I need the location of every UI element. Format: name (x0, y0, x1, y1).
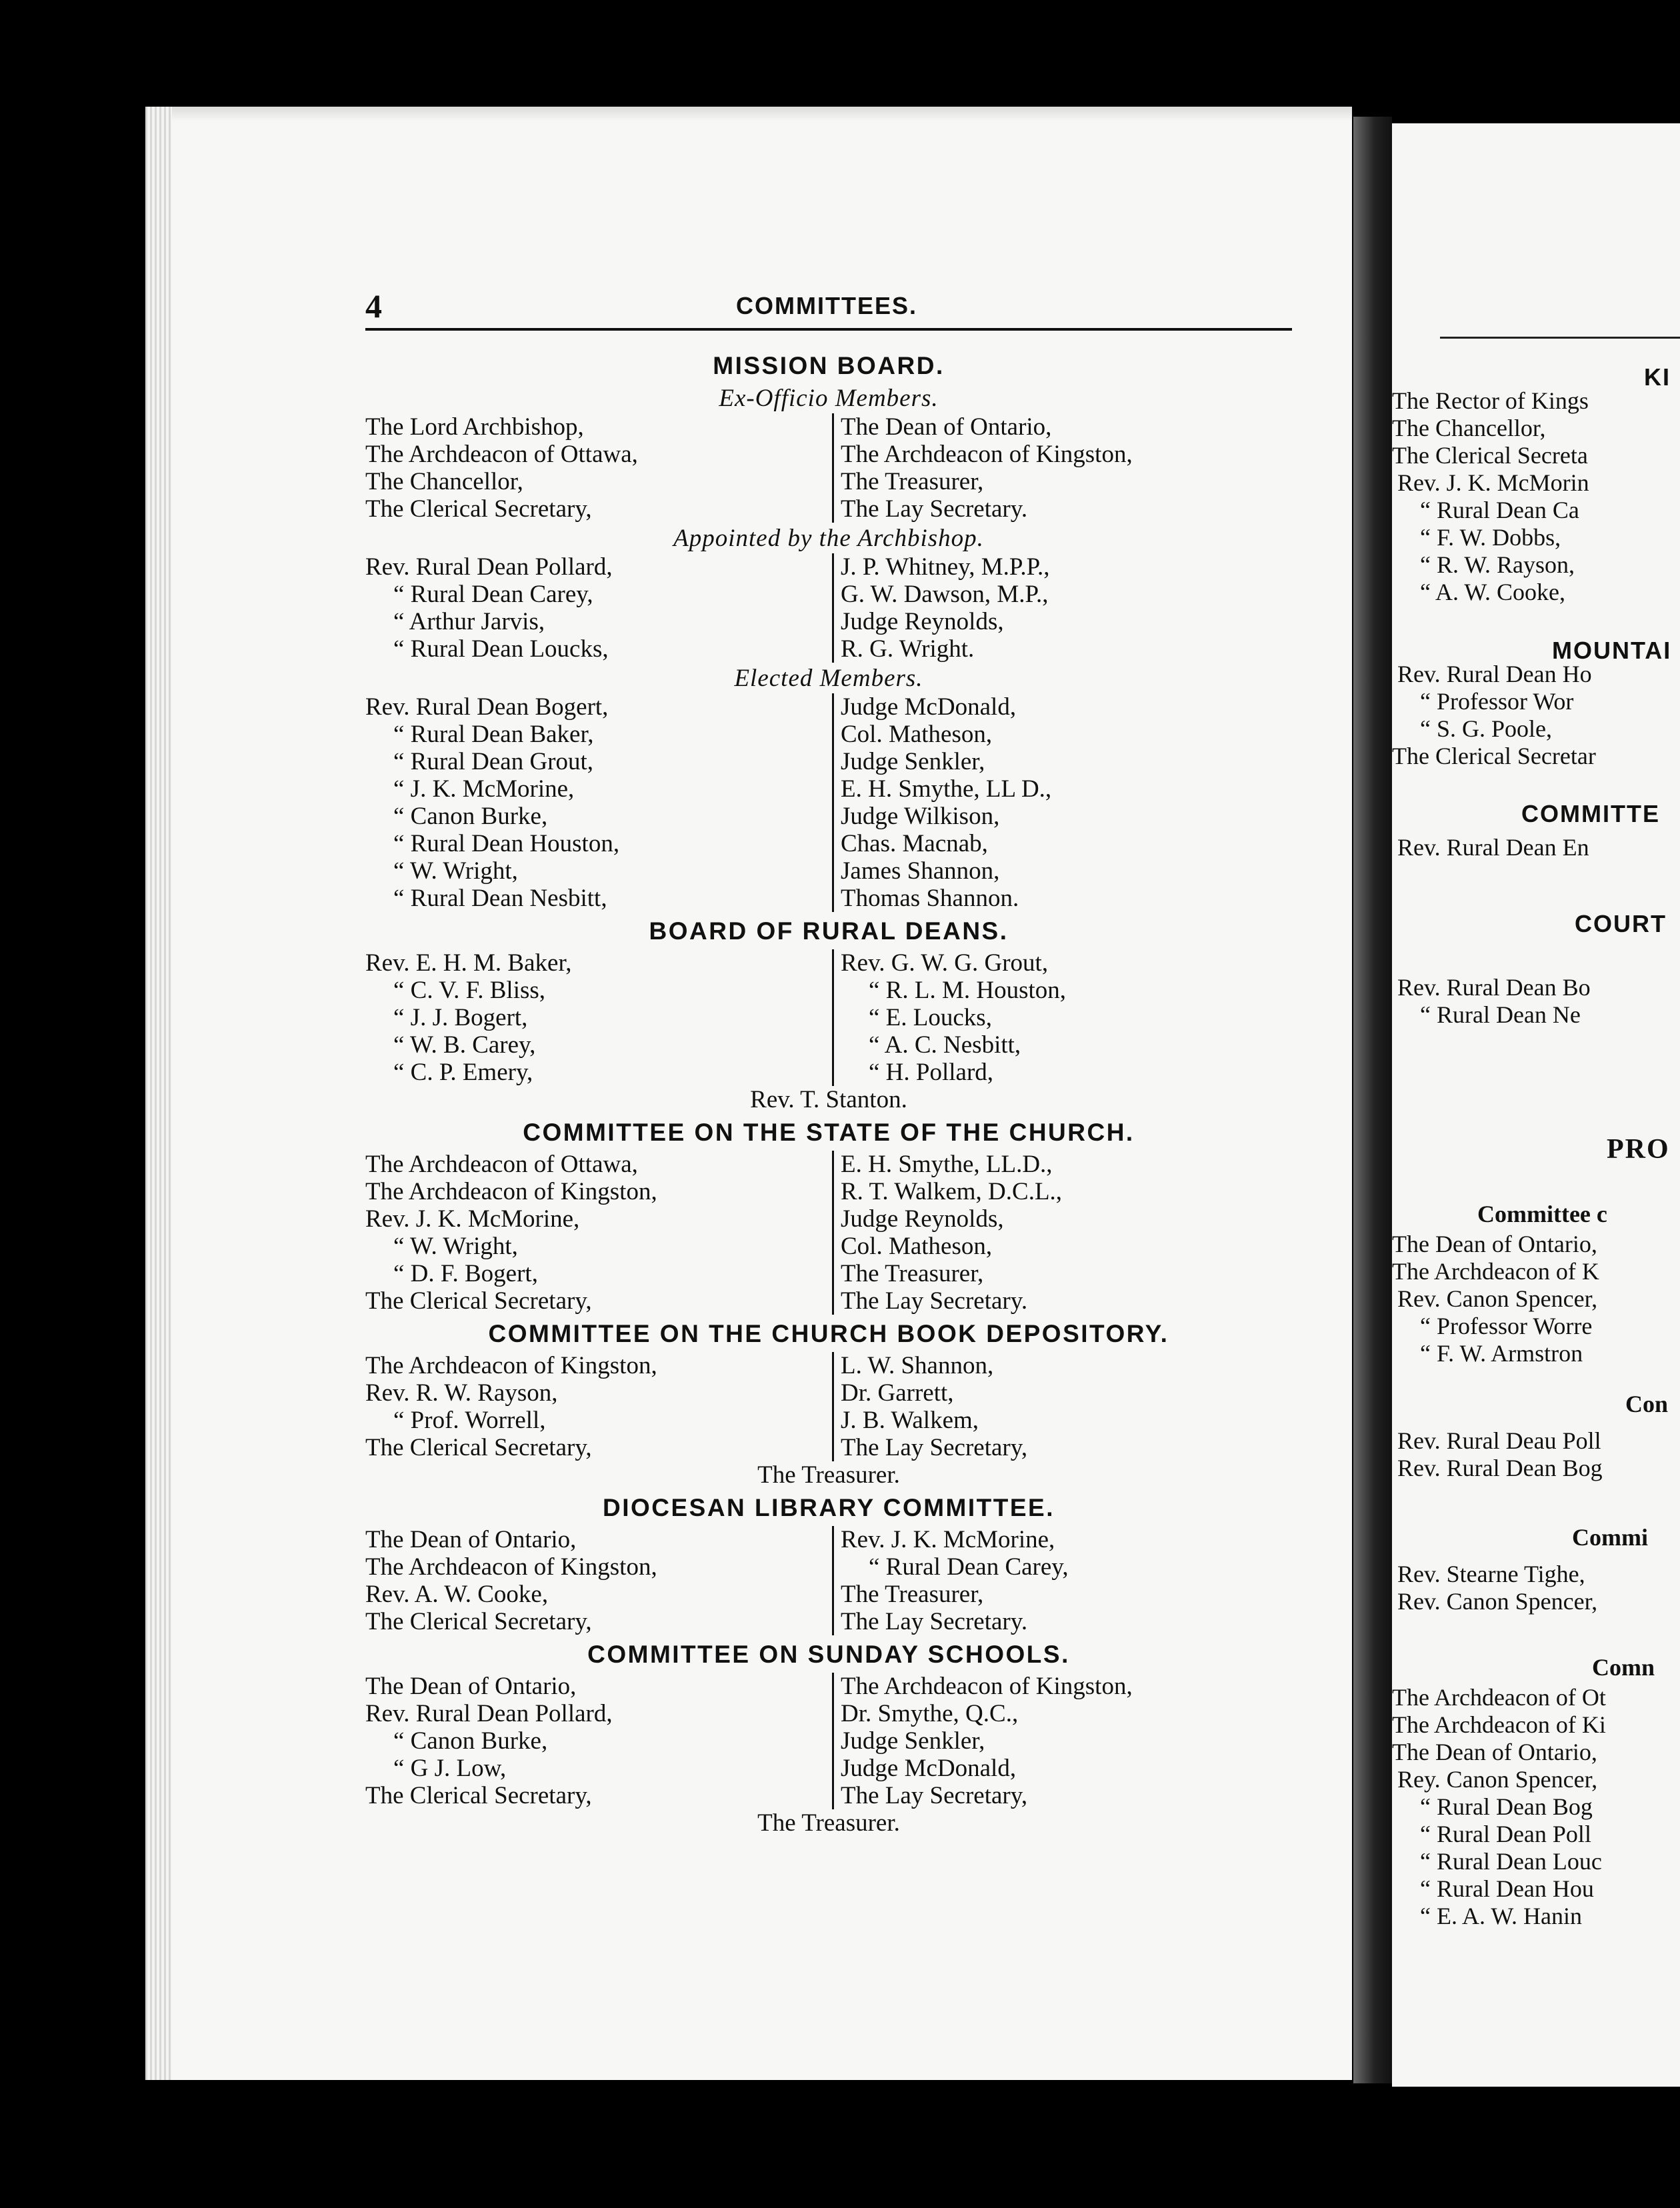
left-column (365, 1151, 832, 1315)
right-page-line: “ Rural Dean Bog (1420, 1793, 1593, 1820)
section-state-of-church (365, 1116, 1292, 1315)
right-page-line: Rev. Rural Deau Poll (1397, 1427, 1601, 1454)
member-entry: James Shannon, (841, 857, 1000, 885)
right-column (832, 1526, 1292, 1635)
two-column-list (365, 1151, 1292, 1315)
section-library (365, 1491, 1292, 1635)
right-page-line: “ Rural Dean Poll (1420, 1821, 1591, 1847)
member-entry: “ J. K. McMorine, (393, 775, 575, 803)
member-entry: The Archdeacon of Ottawa, (365, 1151, 638, 1178)
right-header-rule (1440, 337, 1680, 339)
right-page-line: “ A. W. Cooke, (1420, 579, 1566, 605)
member-entry: L. W. Shannon, (841, 1352, 994, 1379)
right-page-line: The Rector of Kings (1392, 387, 1589, 414)
page-number: 4 (365, 287, 382, 325)
member-entry: The Lay Secretary. (841, 1287, 1028, 1315)
subsection-title: Appointed by the Archbishop. (673, 525, 984, 552)
right-page-line: The Chancellor, (1392, 415, 1546, 441)
right-column (832, 1352, 1292, 1461)
member-entry: Rev. Rural Dean Pollard, (365, 1700, 613, 1727)
right-heading: Con (1625, 1391, 1669, 1417)
member-entry: J. P. Whitney, M.P.P., (841, 553, 1050, 581)
left-column (365, 1526, 832, 1635)
member-entry: The Dean of Ontario, (365, 1673, 577, 1700)
book-gutter (1353, 117, 1392, 2083)
member-entry: The Lay Secretary. (841, 1608, 1028, 1635)
member-entry: “ Rural Dean Carey, (869, 1553, 1069, 1581)
right-page-line: “ Rural Dean Hou (1420, 1875, 1594, 1902)
member-entry: The Archdeacon of Kingston, (365, 1178, 657, 1205)
member-entry: The Treasurer, (841, 1581, 984, 1608)
member-entry: G. W. Dawson, M.P., (841, 581, 1049, 608)
right-column (832, 949, 1292, 1086)
right-page-line: “ Professor Worre (1420, 1313, 1593, 1339)
member-entry: Col. Matheson, (841, 1233, 993, 1260)
member-entry: The Clerical Secretary, (365, 1287, 592, 1315)
right-page-line: The Archdeacon of Ki (1392, 1711, 1606, 1738)
section-rural-deans (365, 915, 1292, 1113)
right-page-line: “ E. A. W. Hanin (1420, 1903, 1582, 1929)
two-column-list (365, 949, 1292, 1086)
member-entry: The Lord Archbishop, (365, 413, 584, 441)
member-entry: “ A. C. Nesbitt, (869, 1031, 1021, 1059)
member-entry: The Lay Secretary, (841, 1434, 1028, 1461)
right-page-line: The Archdeacon of K (1392, 1258, 1599, 1285)
member-entry: “ Rural Dean Baker, (393, 721, 594, 748)
member-entry: “ Canon Burke, (393, 803, 548, 830)
member-entry: The Archdeacon of Kingston, (365, 1352, 657, 1379)
right-page-line: “ R. W. Rayson, (1420, 551, 1575, 578)
right-heading: Comn (1592, 1654, 1655, 1681)
section-book-depository (365, 1317, 1292, 1489)
member-entry: “ Rural Dean Houston, (393, 830, 620, 857)
left-column (365, 1352, 832, 1461)
right-page-line: The Dean of Ontario, (1392, 1739, 1597, 1765)
left-column (365, 693, 832, 912)
member-entry: The Clerical Secretary, (365, 1434, 592, 1461)
left-column (365, 1673, 832, 1809)
member-entry: Judge McDonald, (841, 1755, 1017, 1782)
section-title: COMMITTEE ON THE CHURCH BOOK DEPOSITORY. (488, 1320, 1169, 1347)
member-entry: “ D. F. Bogert, (393, 1260, 538, 1287)
section-mission-board (365, 349, 1292, 912)
section-title: BOARD OF RURAL DEANS. (649, 917, 1009, 945)
member-entry: “ H. Pollard, (869, 1059, 994, 1086)
member-entry: Dr. Garrett, (841, 1379, 954, 1407)
running-title: COMMITTEES. (736, 292, 917, 319)
right-column (832, 413, 1292, 523)
left-column (365, 553, 832, 663)
section-title: DIOCESAN LIBRARY COMMITTEE. (602, 1494, 1055, 1521)
right-heading: Committee c (1477, 1201, 1607, 1227)
member-entry: “ Rural Dean Grout, (393, 748, 594, 775)
member-entry: Rev. A. W. Cooke, (365, 1581, 549, 1608)
header-rule (365, 328, 1292, 331)
member-entry: “ G J. Low, (393, 1755, 507, 1782)
right-heading: COMMITTE (1521, 800, 1660, 827)
right-page-line: Rev. Canon Spencer, (1397, 1285, 1598, 1312)
committee-listing (365, 347, 1292, 1837)
member-entry: Chas. Macnab, (841, 830, 988, 857)
member-entry: “ W. Wright, (393, 857, 518, 885)
member-entry: “ Rural Dean Nesbitt, (393, 885, 607, 912)
right-page-line: Rey. Canon Spencer, (1397, 1766, 1598, 1793)
two-column-list (365, 1673, 1292, 1809)
right-page-line: Rev. Rural Dean Bog (1397, 1455, 1603, 1481)
member-entry: The Dean of Ontario, (841, 413, 1052, 441)
right-page-line: “ Rural Dean Ca (1420, 497, 1579, 523)
member-entry: The Treasurer, (841, 468, 984, 495)
member-entry: Judge Senkler, (841, 748, 985, 775)
member-entry: “ Canon Burke, (393, 1727, 548, 1755)
member-entry: The Dean of Ontario, (365, 1526, 577, 1553)
member-entry: “ C. P. Emery, (393, 1059, 533, 1086)
member-entry: Rev. J. K. McMorine, (365, 1205, 580, 1233)
right-page-line: The Clerical Secreta (1392, 442, 1588, 469)
two-column-list (365, 553, 1292, 663)
right-page-line: “ Rural Dean Louc (1420, 1848, 1602, 1875)
right-page-line: Rev. Rural Dean En (1397, 834, 1589, 861)
right-column (832, 553, 1292, 663)
two-column-list (365, 1526, 1292, 1635)
member-entry: R. G. Wright. (841, 635, 975, 663)
right-page-line: “ Professor Wor (1420, 688, 1574, 715)
right-page-line: Rev. Rural Dean Bo (1397, 974, 1591, 1001)
left-column (365, 413, 832, 523)
member-entry: Thomas Shannon. (841, 885, 1019, 912)
member-entry: Rev. G. W. G. Grout, (841, 949, 1049, 977)
member-entry: Judge Reynolds, (841, 608, 1004, 635)
right-page-line: Rev. Canon Spencer, (1397, 1588, 1598, 1615)
right-column (832, 1151, 1292, 1315)
member-entry: The Clerical Secretary, (365, 495, 592, 523)
member-entry: Rev. Rural Dean Pollard, (365, 553, 613, 581)
member-entry: Rev. E. H. M. Baker, (365, 949, 572, 977)
subsection-title: Ex-Officio Members. (719, 385, 939, 412)
member-entry: Rev. Rural Dean Bogert, (365, 693, 609, 721)
member-entry: The Clerical Secretary, (365, 1782, 592, 1809)
member-entry: “ Prof. Worrell, (393, 1407, 546, 1434)
section-title: COMMITTEE ON THE STATE OF THE CHURCH. (523, 1119, 1135, 1146)
member-entry: Judge Senkler, (841, 1727, 985, 1755)
member-entry: “ W. Wright, (393, 1233, 518, 1260)
member-entry: The Archdeacon of Kingston, (841, 1673, 1133, 1700)
member-entry: E. H. Smythe, LL D., (841, 775, 1052, 803)
right-heading: KI (1644, 363, 1671, 391)
right-page-line: Rev. Stearne Tighe, (1397, 1561, 1585, 1587)
right-page-line: Rev. J. K. McMorin (1397, 469, 1589, 496)
right-page-line: Rev. Rural Dean Ho (1397, 661, 1592, 687)
member-entry: “ W. B. Carey, (393, 1031, 536, 1059)
member-entry: Rev. J. K. McMorine, (841, 1526, 1055, 1553)
page-top-shadow (172, 107, 1352, 121)
page-header (365, 287, 1292, 333)
member-entry: J. B. Walkem, (841, 1407, 979, 1434)
right-heading: Commi (1572, 1524, 1648, 1551)
two-column-list (365, 1352, 1292, 1461)
section-footer: The Treasurer. (757, 1461, 900, 1489)
right-page-line: The Dean of Ontario, (1392, 1231, 1597, 1257)
member-entry: E. H. Smythe, LL.D., (841, 1151, 1053, 1178)
section-title: COMMITTEE ON SUNDAY SCHOOLS. (587, 1641, 1070, 1668)
right-page-line: “ Rural Dean Ne (1420, 1001, 1581, 1028)
member-entry: The Archdeacon of Kingston, (365, 1553, 657, 1581)
page-edges (145, 107, 172, 2080)
member-entry: Judge McDonald, (841, 693, 1017, 721)
member-entry: The Treasurer, (841, 1260, 984, 1287)
right-page (1392, 123, 1680, 2087)
member-entry: The Lay Secretary, (841, 1782, 1028, 1809)
member-entry: “ Arthur Jarvis, (393, 608, 545, 635)
member-entry: The Lay Secretary. (841, 495, 1028, 523)
right-page-line: “ F. W. Dobbs, (1420, 524, 1561, 551)
right-heading: MOUNTAI (1552, 637, 1672, 664)
member-entry: Col. Matheson, (841, 721, 993, 748)
member-entry: Judge Reynolds, (841, 1205, 1004, 1233)
right-page-line: “ S. G. Poole, (1420, 715, 1552, 742)
subsection-title: Elected Members. (734, 665, 923, 692)
right-page-line: “ F. W. Armstron (1420, 1340, 1583, 1367)
member-entry: “ Rural Dean Loucks, (393, 635, 609, 663)
member-entry: The Chancellor, (365, 468, 523, 495)
member-entry: “ R. L. M. Houston, (869, 977, 1066, 1004)
left-column (365, 949, 832, 1086)
right-page-line: The Archdeacon of Ot (1392, 1684, 1606, 1711)
right-heading: PRO (1607, 1134, 1670, 1165)
member-entry: The Clerical Secretary, (365, 1608, 592, 1635)
section-footer: Rev. T. Stanton. (750, 1086, 907, 1113)
right-page-line: The Clerical Secretar (1392, 743, 1596, 769)
section-title: MISSION BOARD. (713, 352, 945, 379)
member-entry: The Archdeacon of Ottawa, (365, 441, 638, 468)
two-column-list (365, 693, 1292, 912)
member-entry: Dr. Smythe, Q.C., (841, 1700, 1019, 1727)
two-column-list (365, 413, 1292, 523)
member-entry: The Archdeacon of Kingston, (841, 441, 1133, 468)
right-column (832, 1673, 1292, 1809)
right-heading: COURT (1575, 910, 1667, 937)
section-footer: The Treasurer. (757, 1809, 900, 1837)
section-sunday-schools (365, 1638, 1292, 1837)
member-entry: “ C. V. F. Bliss, (393, 977, 546, 1004)
member-entry: “ Rural Dean Carey, (393, 581, 593, 608)
member-entry: “ E. Loucks, (869, 1004, 992, 1031)
right-column (832, 693, 1292, 912)
member-entry: Judge Wilkison, (841, 803, 1000, 830)
member-entry: Rev. R. W. Rayson, (365, 1379, 558, 1407)
member-entry: “ J. J. Bogert, (393, 1004, 528, 1031)
member-entry: R. T. Walkem, D.C.L., (841, 1178, 1063, 1205)
